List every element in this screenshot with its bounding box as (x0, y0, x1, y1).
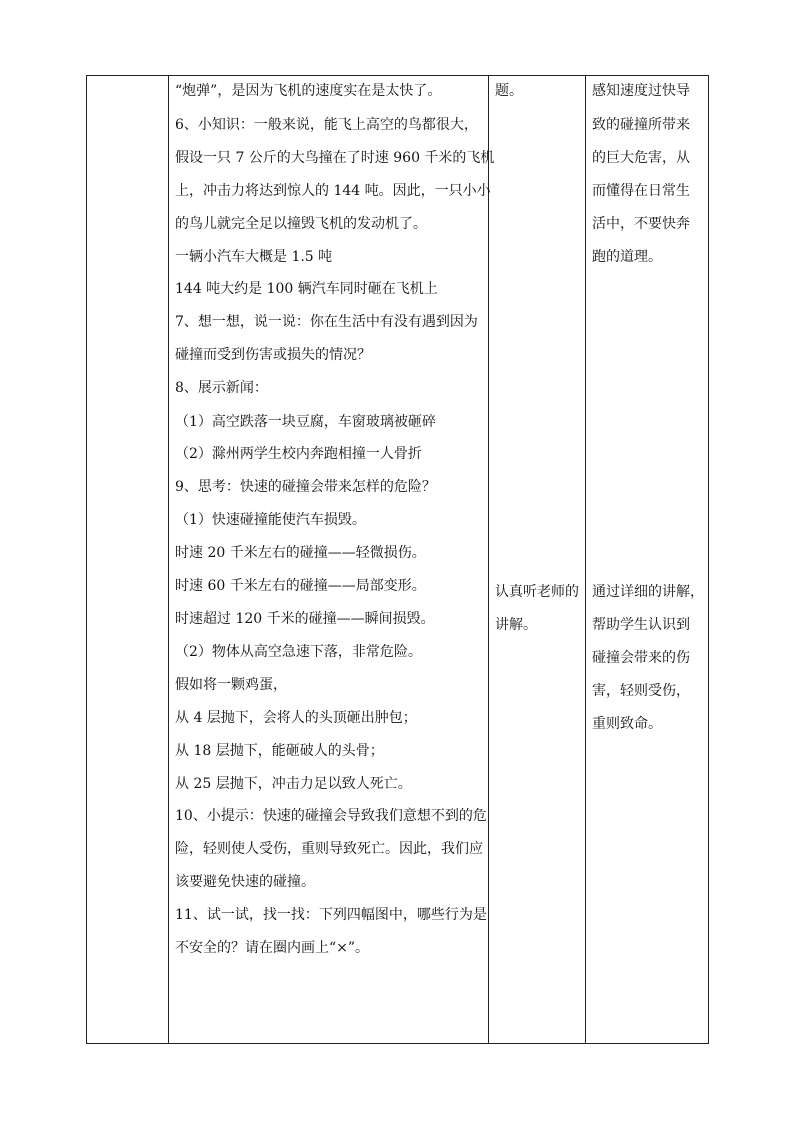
intent-line: 活中，不要快奔 (592, 216, 690, 232)
process-line: 10、小提示：快速的碰撞会导致我们意想不到的危 (175, 808, 487, 824)
process-line: 9、思考：快速的碰撞会带来怎样的危险？ (175, 479, 436, 495)
process-line: “炮弹”，是因为飞机的速度实在是太快了。 (175, 83, 442, 99)
intent-line: 致的碰撞所带来 (592, 117, 690, 133)
intent-line: 碰撞会带来的伤 (592, 650, 690, 666)
stage-cell (87, 76, 169, 1044)
process-line: 一辆小汽车大概是 1.5 吨 (175, 249, 333, 265)
student-line: 讲解。 (495, 617, 537, 633)
process-line: 的鸟儿就完全足以撞毁飞机的发动机了。 (175, 216, 427, 232)
process-line: （1）快速碰撞能使汽车损毁。 (175, 512, 366, 528)
intent-line: 而懂得在日常生 (592, 183, 690, 199)
process-line: 时速超过 120 千米的碰撞——瞬间损毁。 (175, 611, 435, 627)
process-line: 上，冲击力将达到惊人的 144 吨。因此，一只小小 (175, 183, 491, 199)
student-activity-cell (489, 76, 586, 1044)
process-line: 从 4 层抛下，会将人的头顶砸出肿包； (175, 710, 417, 726)
intent-line: 害，轻则受伤， (592, 683, 690, 699)
process-line: 碰撞而受到伤害或损失的情况？ (175, 347, 371, 363)
process-line: 7、想一想，说一说：你在生活中有没有遇到因为 (175, 314, 478, 330)
process-line: 11、试一试，找一找：下列四幅图中，哪些行为是 (175, 907, 487, 923)
process-line: 假设一只 7 公斤的大鸟撞在了时速 960 千米的飞机 (175, 150, 495, 166)
student-line: 认真听老师的 (495, 584, 579, 600)
process-line: （2）物体从高空急速下落，非常危险。 (175, 644, 422, 660)
process-line: （2）滁州两学生校内奔跑相撞一人骨折 (175, 446, 422, 462)
teaching-process-cell (169, 76, 495, 1044)
process-line: 不安全的？请在圈内画上“×”。 (175, 940, 370, 956)
lesson-plan-table (86, 75, 709, 1044)
intent-line: 跑的道理。 (592, 249, 662, 265)
process-line: 8、展示新闻： (175, 380, 268, 396)
process-line: 6、小知识：一般来说，能飞上高空的鸟都很大， (175, 117, 478, 133)
table-row (87, 76, 709, 1044)
intent-line: 帮助学生认识到 (592, 617, 690, 633)
process-line: 时速 20 千米左右的碰撞——轻微损伤。 (175, 545, 426, 561)
process-line: 从 25 层抛下，冲击力足以致人死亡。 (175, 776, 412, 792)
process-line: 险，轻则使人受伤，重则导致死亡。因此，我们应 (175, 841, 483, 857)
intent-line: 的巨大危害，从 (592, 150, 690, 166)
student-line: 题。 (495, 83, 523, 99)
process-line: 144 吨大约是 100 辆汽车同时砸在飞机上 (175, 281, 438, 297)
process-line: （1）高空跌落一块豆腐，车窗玻璃被砸碎 (175, 414, 436, 430)
design-intent-cell (586, 76, 709, 1044)
intent-line: 重则致命。 (592, 716, 662, 732)
process-line: 该要避免快速的碰撞。 (175, 874, 315, 890)
intent-line: 感知速度过快导 (592, 83, 690, 99)
intent-line: 通过详细的讲解， (592, 584, 704, 600)
process-line: 从 18 层抛下，能砸破人的头骨； (175, 743, 384, 759)
process-line: 时速 60 千米左右的碰撞——局部变形。 (175, 578, 426, 594)
process-line: 假如将一颗鸡蛋， (175, 677, 287, 693)
